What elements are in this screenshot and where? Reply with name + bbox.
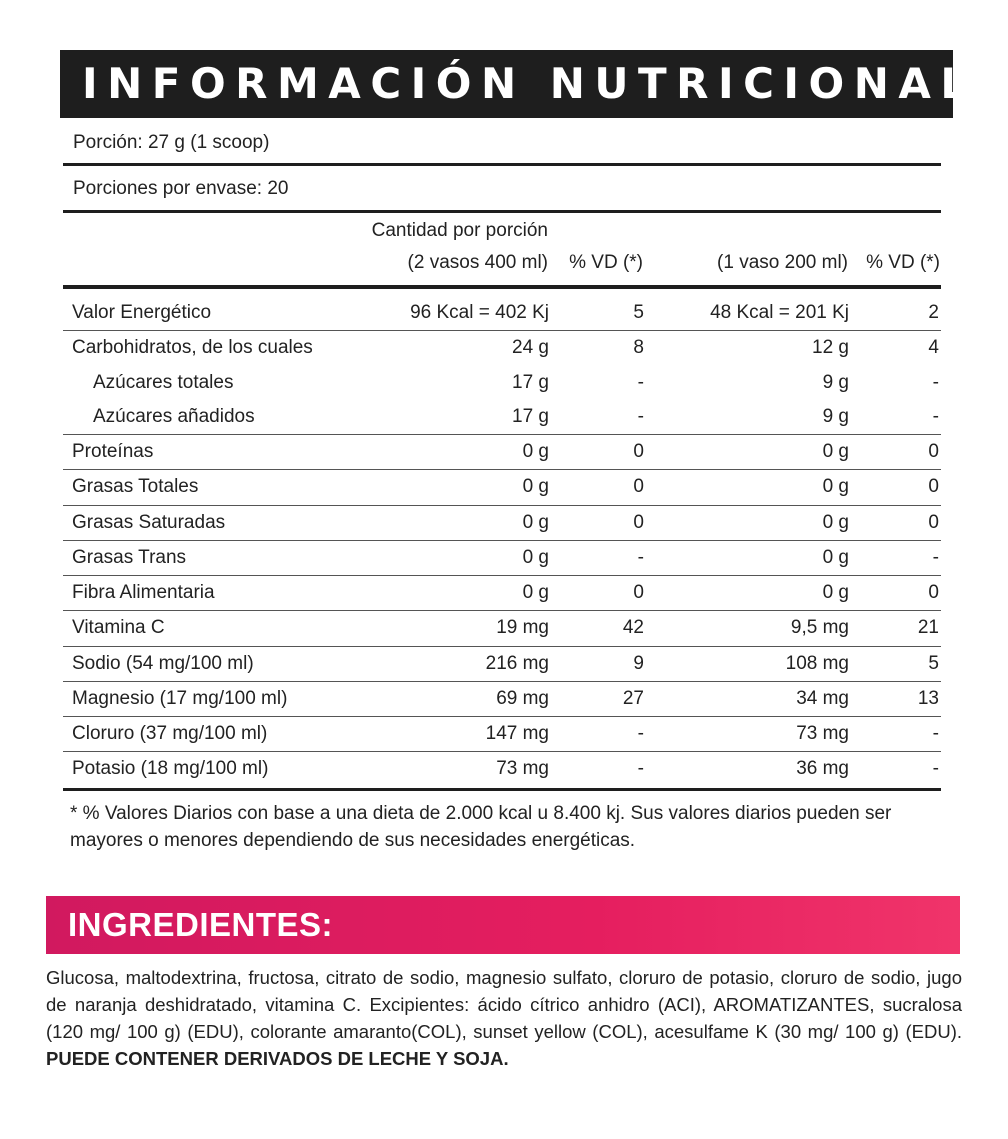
vd-400ml: 42 xyxy=(622,617,644,639)
vd-400ml: 8 xyxy=(633,337,644,359)
vd-200ml: 21 xyxy=(917,617,939,639)
qty-400ml: 19 mg xyxy=(496,617,549,639)
ingredients-text xyxy=(46,964,962,1072)
vd-400ml: 5 xyxy=(633,302,644,323)
qty-400ml: 69 mg xyxy=(496,687,549,709)
divider xyxy=(63,210,941,213)
vd-200ml: - xyxy=(932,723,939,744)
qty-200ml: 9,5 mg xyxy=(790,617,849,639)
qty-400ml: 96 Kcal = 402 Kj xyxy=(410,302,549,323)
vd-200ml: 0 xyxy=(928,476,939,498)
header-divider xyxy=(63,285,941,289)
vd-200ml: 0 xyxy=(928,511,939,533)
title-banner xyxy=(60,50,977,118)
qty-400ml: 0 g xyxy=(522,582,549,603)
table-row xyxy=(63,752,941,791)
nutrient-name: Magnesio (17 mg/100 ml) xyxy=(72,687,288,709)
nutrient-name: Azúcares añadidos xyxy=(93,405,255,427)
vd-200ml: 0 xyxy=(928,582,939,603)
ingredients-title: INGREDIENTES: xyxy=(68,906,334,943)
allergen-warning: PUEDE CONTENER DERIVADOS DE LECHE Y SOJA. xyxy=(46,1048,509,1069)
vd-400ml: 0 xyxy=(633,582,644,603)
qty-200ml: 36 mg xyxy=(796,758,849,780)
nutrient-name: Azúcares totales xyxy=(93,371,234,393)
vd-200ml: 0 xyxy=(928,441,939,462)
table-row xyxy=(63,435,941,470)
table-row xyxy=(63,647,941,682)
table-row xyxy=(63,541,941,576)
qty-400ml: 216 mg xyxy=(485,652,549,674)
vd-200ml: - xyxy=(932,405,939,427)
vd-400ml: - xyxy=(637,546,644,568)
nutrient-name: Potasio (18 mg/100 ml) xyxy=(72,758,269,780)
header-vd1: % VD (*) xyxy=(569,252,643,273)
vd-200ml: - xyxy=(932,546,939,568)
vd-400ml: - xyxy=(637,405,644,427)
nutrient-name: Carbohidratos, de los cuales xyxy=(72,337,313,359)
nutrient-name: Valor Energético xyxy=(72,302,212,323)
qty-200ml: 0 g xyxy=(822,546,849,568)
vd-400ml: 0 xyxy=(633,511,644,533)
table-row xyxy=(63,717,941,752)
qty-200ml: 0 g xyxy=(822,441,849,462)
vd-400ml: - xyxy=(637,758,644,780)
table-row xyxy=(63,296,941,331)
vd-400ml: 27 xyxy=(622,687,644,709)
table-row xyxy=(63,506,941,541)
qty-200ml: 34 mg xyxy=(796,687,849,709)
vd-400ml: - xyxy=(637,723,644,744)
qty-200ml: 0 g xyxy=(822,476,849,498)
qty-400ml: 73 mg xyxy=(496,758,549,780)
qty-200ml: 48 Kcal = 201 Kj xyxy=(710,302,849,323)
table-row xyxy=(63,470,941,505)
qty-400ml: 0 g xyxy=(522,546,549,568)
table-row xyxy=(63,366,941,400)
table-row xyxy=(63,576,941,611)
page-title: INFORMACIÓN NUTRICIONAL xyxy=(82,59,977,108)
nutrient-name: Vitamina C xyxy=(72,617,165,639)
divider xyxy=(63,163,941,166)
qty-200ml: 0 g xyxy=(822,511,849,533)
qty-200ml: 0 g xyxy=(822,582,849,603)
footnote: * % Valores Diarios con base a una dieta de 2.000 kcal u 8.400 kj. Sus valores diarios pueden ser mayores o menores dependiendo de sus necesidades energéticas. xyxy=(70,803,892,851)
nutrition-table xyxy=(63,296,941,791)
vd-200ml: 5 xyxy=(928,652,939,674)
nutrient-name: Proteínas xyxy=(72,441,154,462)
nutrient-name: Fibra Alimentaria xyxy=(72,582,215,603)
header-vd2: % VD (*) xyxy=(866,252,940,273)
header-qty-line1: Cantidad por porción xyxy=(371,220,548,241)
nutrient-name: Grasas Saturadas xyxy=(72,511,226,533)
nutrient-name: Cloruro (37 mg/100 ml) xyxy=(72,723,268,744)
vd-400ml: 0 xyxy=(633,441,644,462)
qty-400ml: 24 g xyxy=(512,337,549,359)
qty-400ml: 17 g xyxy=(512,371,549,393)
qty-200ml: 9 g xyxy=(822,405,849,427)
qty-400ml: 0 g xyxy=(522,476,549,498)
servings-label: Porciones por envase: 20 xyxy=(73,178,289,199)
qty-200ml: 73 mg xyxy=(796,723,849,744)
table-row xyxy=(63,611,941,646)
vd-400ml: 9 xyxy=(633,652,644,674)
table-row xyxy=(63,400,941,435)
vd-400ml: 0 xyxy=(633,476,644,498)
nutrient-name: Grasas Totales xyxy=(72,476,199,498)
vd-200ml: - xyxy=(932,371,939,393)
vd-400ml: - xyxy=(637,371,644,393)
qty-200ml: 9 g xyxy=(822,371,849,393)
qty-400ml: 0 g xyxy=(522,441,549,462)
nutrient-name: Sodio (54 mg/100 ml) xyxy=(72,652,254,674)
vd-200ml: 4 xyxy=(928,337,939,359)
qty-200ml: 108 mg xyxy=(785,652,849,674)
portion-label: Porción: 27 g (1 scoop) xyxy=(73,132,270,153)
table-row xyxy=(63,682,941,717)
vd-200ml: 2 xyxy=(928,302,939,323)
header-qty2: (1 vaso 200 ml) xyxy=(717,252,848,273)
table-row xyxy=(63,331,941,365)
qty-400ml: 0 g xyxy=(522,511,549,533)
vd-200ml: - xyxy=(932,758,939,780)
qty-400ml: 147 mg xyxy=(485,723,549,744)
qty-200ml: 12 g xyxy=(812,337,849,359)
vd-200ml: 13 xyxy=(917,687,939,709)
qty-400ml: 17 g xyxy=(512,405,549,427)
ingredients-banner xyxy=(46,896,960,954)
ingredients-list: Glucosa, maltodextrina, fructosa, citrato de sodio, magnesio sulfato, cloruro de potasio, cloruro de sodio, jugo de naranja deshidratado, vitamina C. Excipientes: ácido cítrico anhidro (ACI), AROMATIZANTES, sucralosa (120 mg/ 100 g) (EDU), colorante amaranto(COL), sunset yellow (COL), acesulfame K (30 mg/ 100 g) (EDU). xyxy=(46,967,962,1042)
nutrient-name: Grasas Trans xyxy=(72,546,187,568)
header-qty-line2: (2 vasos 400 ml) xyxy=(407,252,548,273)
